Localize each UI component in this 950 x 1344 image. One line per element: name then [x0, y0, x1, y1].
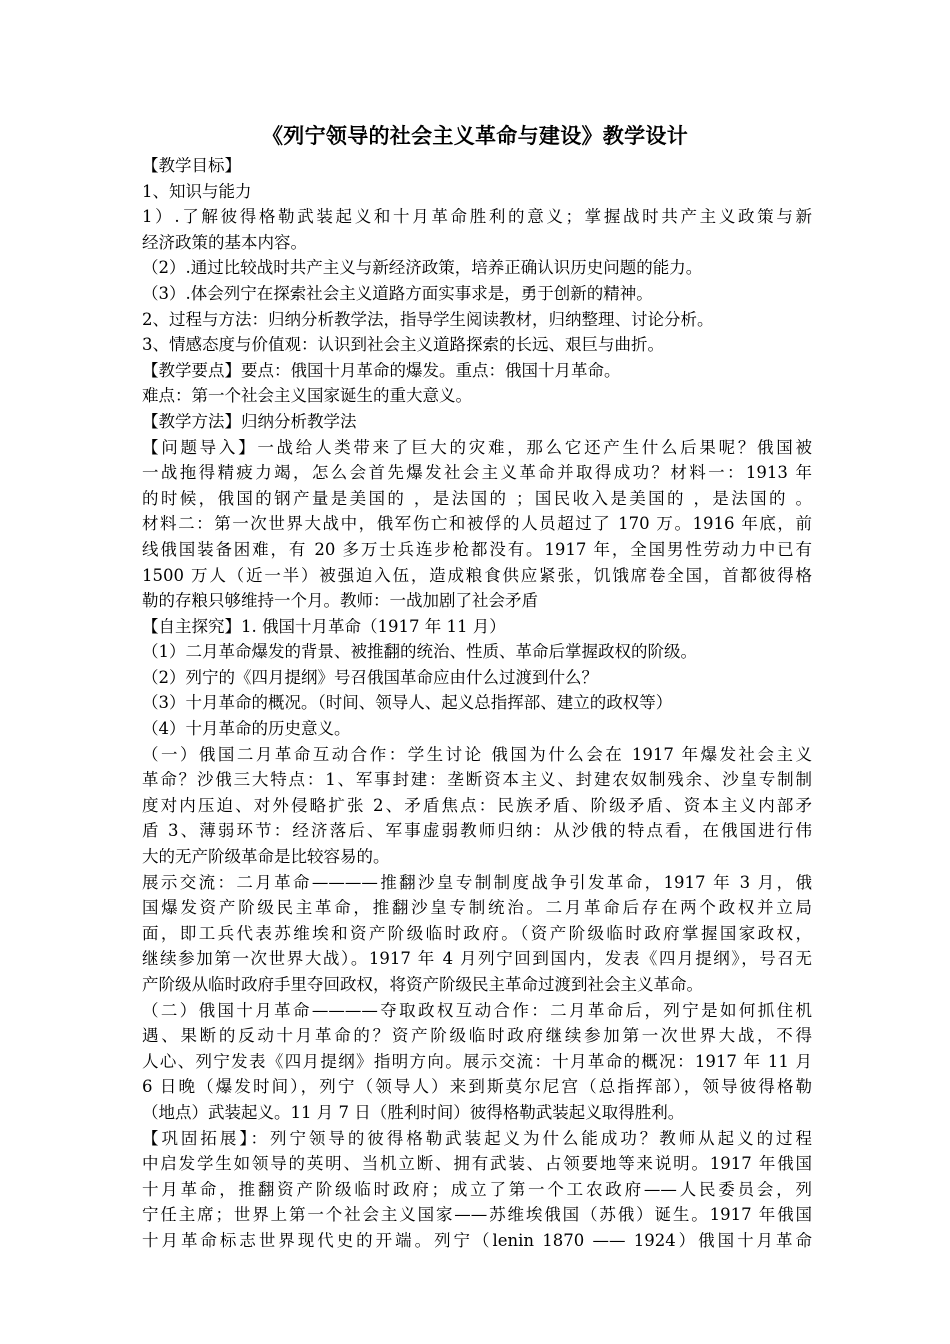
text-line: （一）俄国二月革命互动合作：学生讨论 俄国为什么会在 1917 年爆发社会主义 — [142, 744, 812, 764]
text-line: 展示交流：二月革命————推翻沙皇专制制度战争引发革命，1917 年 3 月，俄 — [142, 872, 812, 892]
text-line: （二）俄国十月革命————夺取政权互动合作：二月革命后，列宁是如何抓住机 — [142, 1000, 812, 1020]
text-line: 一战拖得精疲力竭，怎么会首先爆发社会主义革命并取得成功？材料一：1913 年 — [142, 463, 812, 483]
text-line: 1）.了解彼得格勒武装起义和十月革命胜利的意义；掌握战时共产主义政策与新 — [142, 207, 812, 227]
text-line: （4）十月革命的历史意义。 — [142, 719, 351, 739]
text-line: 中启发学生如领导的英明、当机立断、拥有武装、占领要地等来说明。1917 年俄国 — [142, 1154, 812, 1174]
text-line: 革命？沙俄三大特点：1、军事封建：垄断资本主义、封建农奴制残余、沙皇专制制 — [142, 770, 812, 790]
text-line: 盾 3、薄弱环节：经济落后、军事虚弱教师归纳：从沙俄的特点看，在俄国进行伟 — [142, 821, 812, 841]
document-title: 《列宁领导的社会主义革命与建设》教学设计 — [262, 124, 688, 148]
text-line: 十月革命，推翻资产阶级临时政府；成立了第一个工农政府——人民委员会，列 — [142, 1179, 812, 1199]
text-line: （地点）武装起义。11 月 7 日（胜利时间）彼得格勒武装起义取得胜利。 — [142, 1102, 685, 1122]
text-line: 【问题导入】一战给人类带来了巨大的灾难，那么它还产生什么后果呢？俄国被 — [142, 437, 812, 457]
text-line: （1）二月革命爆发的背景、被推翻的统治、性质、革命后掌握政权的阶级。 — [142, 642, 697, 662]
text-line: 勒的存粮只够维持一个月。教师：一战加剧了社会矛盾 — [142, 591, 538, 611]
text-line: 遇、果断的反动十月革命的？资产阶级临时政府继续参加第一次世界大战，不得 — [142, 1026, 812, 1046]
text-line: 线俄国装备困难，有 20 多万士兵连步枪都没有。1917 年，全国男性劳动力中已有 — [142, 539, 812, 559]
text-line: （2）列宁的《四月提纲》号召俄国革命应由什么过渡到什么？ — [142, 667, 598, 687]
text-line: 【教学要点】要点：俄国十月革命的爆发。重点：俄国十月革命。 — [142, 360, 621, 380]
document-body — [142, 153, 812, 1254]
text-line: （3）十月革命的概况。（时间、领导人、起义总指挥部、建立的政权等） — [142, 693, 673, 713]
text-line: 材料二：第一次世界大战中，俄军伤亡和被俘的人员超过了 170 万。1916 年底，前 — [142, 514, 812, 534]
text-line: 经济政策的基本内容。 — [142, 232, 307, 252]
text-line: 面，即工兵代表苏维埃和资产阶级临时政府。（资产阶级临时政府掌握国家政权， — [142, 923, 812, 943]
text-line: 产阶级从临时政府手里夺回政权，将资产阶级民主革命过渡到社会主义革命。 — [142, 975, 703, 994]
text-line: 1500 万人（近一半）被强迫入伍，造成粮食供应紧张，饥饿席卷全国，首都彼得格 — [142, 565, 812, 585]
text-line: 难点：第一个社会主义国家诞生的重大意义。 — [142, 386, 472, 406]
text-line: （2）.通过比较战时共产主义与新经济政策，培养正确认识历史问题的能力。 — [142, 258, 703, 278]
text-line: 大的无产阶级革命是比较容易的。 — [142, 847, 390, 867]
text-line: 的时候，俄国的钢产量是美国的 ，是法国的 ；国民收入是美国的 ，是法国的 。 — [142, 488, 812, 508]
text-line: 6 日晚（爆发时间），列宁（领导人）来到斯莫尔尼宫（总指挥部），领导彼得格勒 — [142, 1077, 812, 1097]
text-line: 3、情感态度与价值观：认识到社会主义道路探索的长远、艰巨与曲折。 — [142, 335, 664, 355]
text-line: 【自主探究】1. 俄国十月革命（1917 年 11 月） — [142, 616, 506, 636]
text-line: 人心、列宁发表《四月提纲》指明方向。展示交流：十月革命的概况：1917 年 11 月 — [142, 1051, 812, 1071]
text-line: 宁任主席；世界上第一个社会主义国家——苏维埃俄国（苏俄）诞生。1917 年俄国 — [142, 1205, 812, 1225]
text-line: 十月革命标志世界现代史的开端。列宁（lenin 1870 —— 1924）俄国十月革命 — [142, 1230, 812, 1250]
text-line: 2、过程与方法：归纳分析教学法，指导学生阅读教材，归纳整理、讨论分析。 — [142, 309, 714, 329]
text-line: 【教学方法】归纳分析教学法 — [142, 411, 357, 431]
text-line: 继续参加第一次世界大战）。1917 年 4 月列宁回到国内，发表《四月提纲》，号召无 — [142, 949, 812, 969]
text-line: 【教学目标】 — [142, 156, 241, 175]
text-line: （3）.体会列宁在探索社会主义道路方面实事求是，勇于创新的精神。 — [142, 283, 653, 303]
text-line: 【巩固拓展】：列宁领导的彼得格勒武装起义为什么能成功？教师从起义的过程 — [142, 1128, 812, 1148]
text-line: 度对内压迫、对外侵略扩张 2、矛盾焦点：民族矛盾、阶级矛盾、资本主义内部矛 — [142, 795, 812, 815]
text-line: 国爆发资产阶级民主革命，推翻沙皇专制统治。二月革命后存在两个政权并立局 — [142, 898, 812, 918]
text-line: 1、知识与能力 — [142, 181, 252, 201]
